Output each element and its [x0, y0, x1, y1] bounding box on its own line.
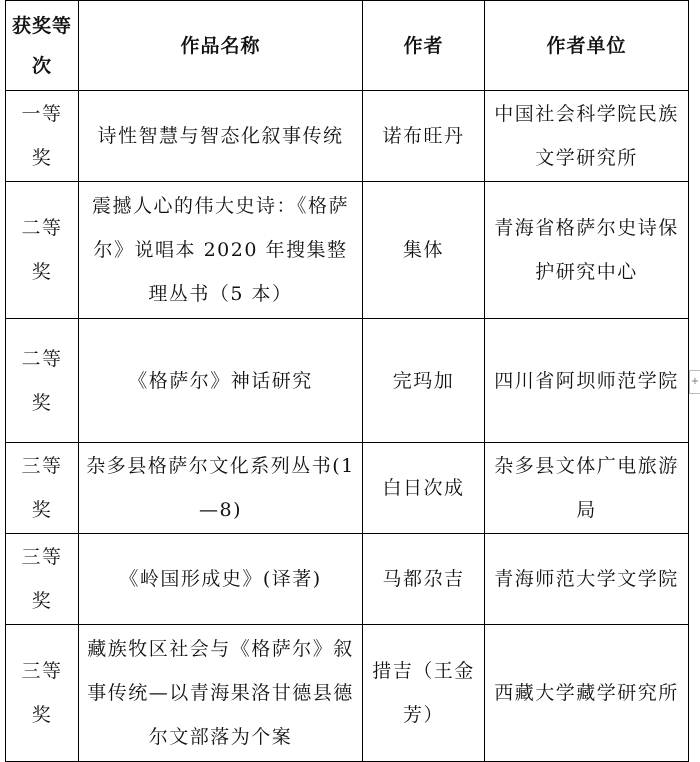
table-row: [6, 319, 689, 443]
cell-author: 诺布旺丹: [363, 91, 485, 182]
cell-rank: 三等奖: [6, 534, 79, 625]
cell-title: 《格萨尔》神话研究: [79, 319, 363, 443]
cell-author: 措吉（王金芳）: [363, 625, 485, 762]
cell-rank: 三等奖: [6, 625, 79, 762]
cell-unit: 西藏大学藏学研究所: [485, 625, 689, 762]
cell-unit: 青海省格萨尔史诗保护研究中心: [485, 182, 689, 319]
cell-unit: 四川省阿坝师范学院: [485, 319, 689, 443]
cell-author: 白日次成: [363, 443, 485, 534]
header-unit: 作者单位: [485, 1, 689, 91]
cell-title: 震撼人心的伟大史诗：《格萨尔》说唱本 2020 年搜集整理丛书（5 本）: [79, 182, 363, 319]
table-row: [6, 534, 689, 625]
cell-unit: 中国社会科学院民族文学研究所: [485, 91, 689, 182]
header-author: 作者: [363, 1, 485, 91]
cell-title: 诗性智慧与智态化叙事传统: [79, 91, 363, 182]
cell-author: 马都尕吉: [363, 534, 485, 625]
cell-author: 集体: [363, 182, 485, 319]
cell-unit: 杂多县文体广电旅游局: [485, 443, 689, 534]
cell-rank: 二等奖: [6, 319, 79, 443]
header-title: 作品名称: [79, 1, 363, 91]
table-row: [6, 91, 689, 182]
cell-rank: 一等奖: [6, 91, 79, 182]
table-row: [6, 625, 689, 762]
header-rank: 获奖等次: [6, 1, 79, 91]
awards-table: [5, 0, 689, 762]
cell-title: 《岭国形成史》(译著): [79, 534, 363, 625]
cell-title: 杂多县格萨尔文化系列丛书(1—8): [79, 443, 363, 534]
cell-rank: 二等奖: [6, 182, 79, 319]
cell-rank: 三等奖: [6, 443, 79, 534]
cell-unit: 青海师范大学文学院: [485, 534, 689, 625]
header-row: [6, 1, 689, 91]
cell-title: 藏族牧区社会与《格萨尔》叙事传统—以青海果洛甘德县德尔文部落为个案: [79, 625, 363, 762]
table-row: [6, 182, 689, 319]
cell-author: 完玛加: [363, 319, 485, 443]
side-expand-marker[interactable]: +: [689, 370, 700, 394]
table-row: [6, 443, 689, 534]
